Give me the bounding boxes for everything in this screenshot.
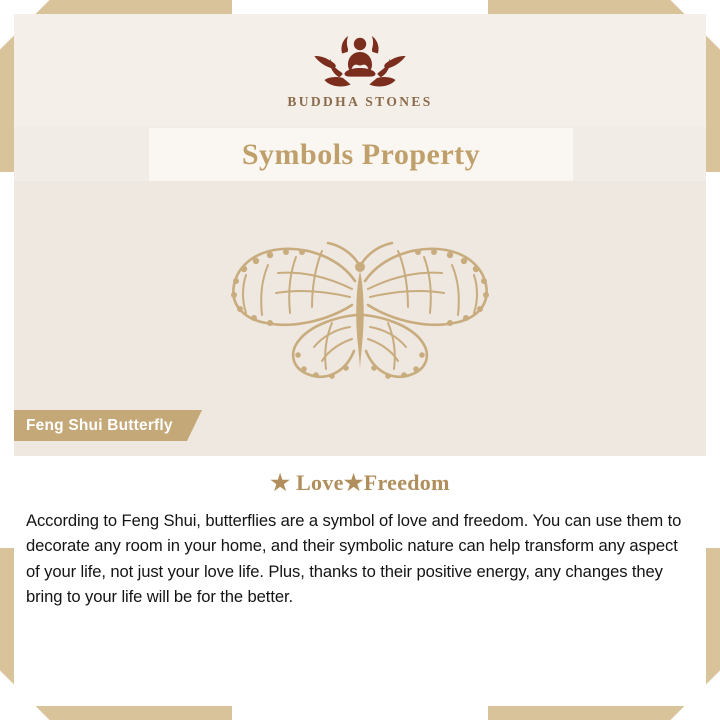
body-paragraph: According to Feng Shui, butterflies are a symbol of love and freedom. You can use them to decorate any room in your home, and their symbolic nature can help transform any aspect of your life, not just your love life. Plus, thanks to their positive energy, any changes they bring to your life will be for the better. xyxy=(26,511,682,607)
status-badge xyxy=(14,410,187,441)
lotus-meditation-icon xyxy=(285,30,435,92)
brand-header xyxy=(14,14,706,126)
brand-name: BUDDHA STONES xyxy=(287,94,433,109)
subheading: ★ Love★Freedom xyxy=(270,470,450,495)
butterfly-icon xyxy=(200,219,520,419)
section-title-band xyxy=(149,128,573,181)
content-panel xyxy=(14,14,706,686)
description-block xyxy=(14,456,706,686)
page-title: Symbols Property xyxy=(241,137,481,171)
tag-label: Feng Shui Butterfly xyxy=(26,416,173,434)
